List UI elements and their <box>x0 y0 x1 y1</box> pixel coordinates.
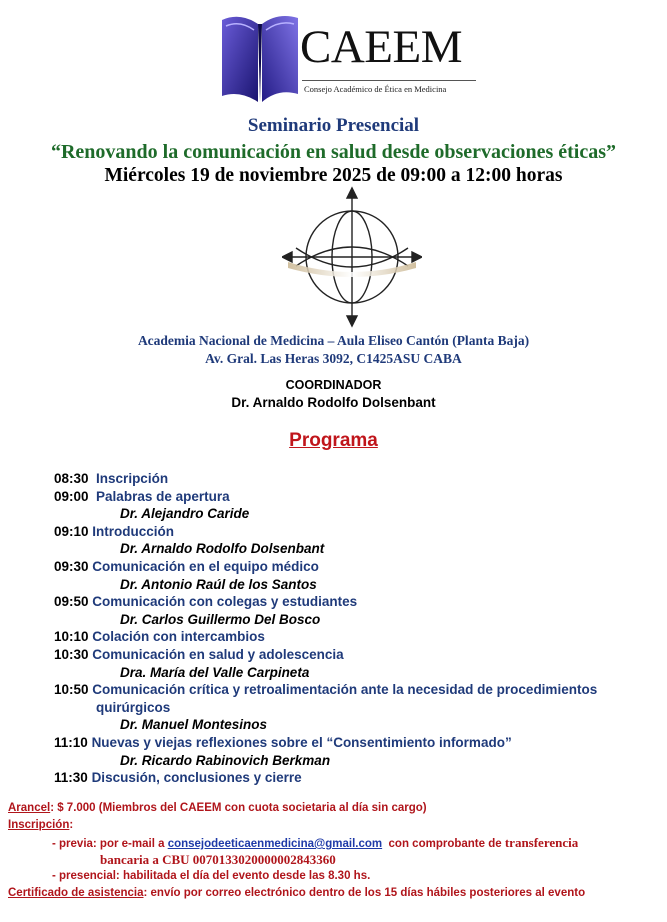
certificado-label: Certificado de asistencia <box>8 887 144 899</box>
program-title: Comunicación con colegas y estudiantes <box>92 594 358 610</box>
program-title: Colación con intercambios <box>92 629 265 645</box>
globe-compass-icon <box>282 186 422 328</box>
program-time: 09:10 <box>54 523 89 539</box>
logo-tagline: Consejo Académico de Ética en Medicina <box>304 84 447 94</box>
program-item <box>54 769 666 787</box>
arancel-line <box>8 800 663 817</box>
program-title: Palabras de apertura <box>96 488 230 504</box>
venue-line-2: Av. Gral. Las Heras 3092, C1425ASU CABA <box>205 351 462 366</box>
program-time: 11:30 <box>54 770 88 786</box>
arancel-label: Arancel <box>8 802 51 814</box>
program-time: 10:50 <box>54 682 89 698</box>
program-time: 08:30 <box>54 471 89 486</box>
program-time: 10:10 <box>54 629 89 645</box>
program-speaker: Dr. Manuel Montesinos <box>120 717 268 733</box>
previa-transfer: transferencia <box>504 835 579 850</box>
program-time: 09:00 <box>54 488 89 504</box>
inscripcion-colon: : <box>69 819 74 831</box>
program-title-continued: quirúrgicos <box>96 699 171 715</box>
program-time: 11:10 <box>54 734 88 750</box>
program-title: Nuevas y viejas reflexiones sobre el “Consentimiento informado” <box>91 734 512 750</box>
inscripcion-label: Inscripción <box>8 819 70 831</box>
program-speaker: Dr. Carlos Guillermo Del Bosco <box>120 611 321 627</box>
seminar-title: “Renovando la comunicación en salud desde observaciones éticas” <box>50 141 617 163</box>
certificado-line <box>8 885 663 902</box>
coordinator-label: COORDINADOR <box>285 378 382 392</box>
program-item <box>54 523 666 541</box>
program-heading <box>0 430 667 452</box>
logo-rule <box>302 80 476 81</box>
program-time: 09:30 <box>54 558 89 574</box>
program-speaker: Dr. Arnaldo Rodolfo Dolsenbant <box>120 541 325 557</box>
previa-prefix: - previa: por e-mail a <box>52 838 165 850</box>
seminar-type: Seminario Presencial <box>247 115 420 136</box>
program-item <box>54 470 666 488</box>
inscripcion-line <box>8 817 663 834</box>
email-link[interactable]: consejodeeticaenmedicina@gmail.com <box>167 838 383 850</box>
program-title: Introducción <box>92 523 175 539</box>
program-item <box>54 681 666 699</box>
program-item <box>54 488 666 506</box>
program-time: 09:50 <box>54 594 89 610</box>
program-title: Inscripción <box>96 471 169 486</box>
program-item <box>54 646 666 664</box>
program-title: Comunicación crítica y retroalimentación ante la necesidad de procedimientos <box>92 682 598 698</box>
cbu-line: bancaria a CBU 0070133020000002843360 <box>100 852 336 867</box>
program-item <box>54 628 666 646</box>
presencial-line: - presencial: habilitada el día del evento desde las 8.30 hs. <box>52 870 371 882</box>
program-item <box>54 734 666 752</box>
previa-suffix: con comprobante de <box>388 838 502 850</box>
logo-brand: CAEEM <box>300 21 462 73</box>
program-item <box>54 593 666 611</box>
program-speaker: Dr. Alejandro Caride <box>120 506 250 522</box>
seminar-date: Miércoles 19 de noviembre 2025 de 09:00 a 12:00 horas <box>104 165 563 186</box>
coordinator-name: Dr. Arnaldo Rodolfo Dolsenbant <box>231 395 436 410</box>
program-title: Comunicación en salud y adolescencia <box>92 646 344 662</box>
program-time: 10:30 <box>54 646 89 662</box>
program-item <box>54 558 666 576</box>
program-heading-text: Programa <box>289 430 378 451</box>
footer-info <box>8 800 663 902</box>
certificado-text: : envío por correo electrónico dentro de los 15 días hábiles posteriores al evento <box>143 887 586 899</box>
program-list <box>54 470 666 787</box>
program-title: Discusión, conclusiones y cierre <box>91 770 302 786</box>
program-speaker: Dra. María del Valle Carpineta <box>120 664 310 680</box>
program-speaker: Dr. Ricardo Rabinovich Berkman <box>120 752 331 768</box>
caeem-logo <box>218 10 476 106</box>
arancel-text: : $ 7.000 (Miembros del CAEEM con cuota societaria al día sin cargo) <box>50 802 427 814</box>
previa-line <box>8 834 663 851</box>
open-book-icon <box>218 10 300 106</box>
program-title: Comunicación en el equipo médico <box>92 558 319 574</box>
program-speaker: Dr. Antonio Raúl de los Santos <box>120 576 317 592</box>
venue-line-1: Academia Nacional de Medicina – Aula Eliseo Cantón (Planta Baja) <box>137 333 530 348</box>
